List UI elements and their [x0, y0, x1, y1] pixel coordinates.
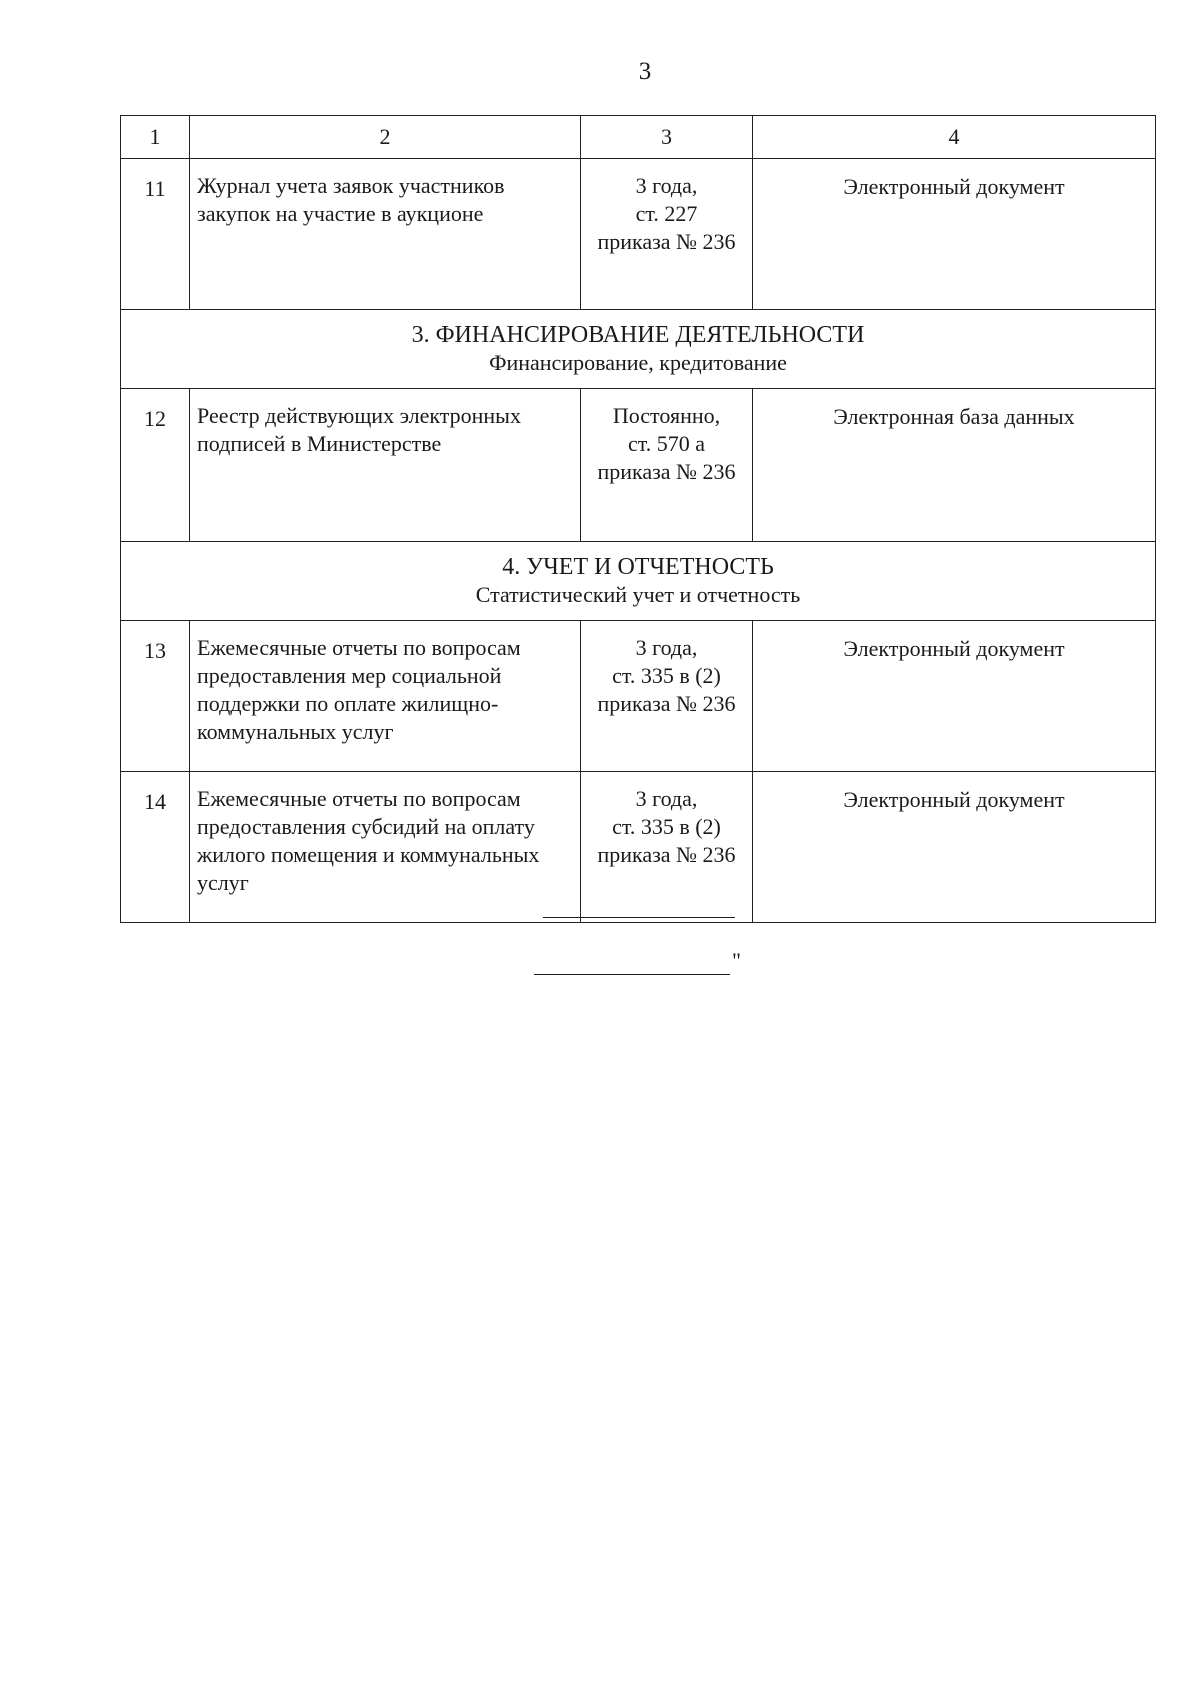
row-number: 12 — [121, 389, 190, 542]
row-number: 14 — [121, 772, 190, 923]
separator-line — [543, 917, 735, 918]
term-line: 3 года, — [635, 635, 698, 660]
section-title: 3. ФИНАНСИРОВАНИЕ ДЕЯТЕЛЬНОСТИ — [411, 322, 865, 348]
retention-term — [581, 621, 753, 772]
term-line: 3 года, — [635, 786, 698, 811]
section-subtitle: Статистический учет и отчетность — [475, 582, 801, 607]
term-line: ст. 335 в (2) — [612, 814, 721, 839]
record-note: Электронный документ — [753, 621, 1156, 772]
header-cell-4: 4 — [753, 116, 1156, 159]
record-note: Электронная база данных — [753, 389, 1156, 542]
records-table — [120, 115, 1156, 923]
page-number: 3 — [638, 58, 652, 85]
header-cell-1: 1 — [121, 116, 190, 159]
term-line: 3 года, — [635, 173, 698, 198]
term-line: ст. 570 а — [628, 431, 705, 456]
term-line: ст. 335 в (2) — [612, 663, 721, 688]
table-row — [121, 772, 1156, 923]
record-name: Ежемесячные отчеты по вопросам предоставления мер социальной поддержки по оплате жилищно-коммунальных услуг — [190, 621, 581, 772]
row-number: 11 — [121, 159, 190, 310]
term-line: приказа № 236 — [597, 842, 736, 867]
table-row — [121, 621, 1156, 772]
section-cell — [121, 542, 1156, 621]
record-name: Журнал учета заявок участников закупок на участие в аукционе — [190, 159, 581, 310]
retention-term — [581, 389, 753, 542]
row-number: 13 — [121, 621, 190, 772]
record-name: Ежемесячные отчеты по вопросам предоставления субсидий на оплату жилого помещения и коммунальных услуг — [190, 772, 581, 923]
term-line: приказа № 236 — [597, 691, 736, 716]
term-line: ст. 227 — [635, 201, 698, 226]
retention-term — [581, 159, 753, 310]
header-cell-3: 3 — [581, 116, 753, 159]
term-line: Постоянно, — [612, 403, 721, 428]
term-line: приказа № 236 — [597, 459, 736, 484]
section-row — [121, 542, 1156, 621]
table-header-row — [121, 116, 1156, 159]
section-cell — [121, 310, 1156, 389]
record-note: Электронный документ — [753, 159, 1156, 310]
separator-line — [534, 974, 730, 975]
record-name: Реестр действующих электронных подписей в Министерстве — [190, 389, 581, 542]
table-row — [121, 159, 1156, 310]
closing-quote: " — [732, 948, 741, 973]
table-row — [121, 389, 1156, 542]
section-subtitle: Финансирование, кредитование — [489, 350, 787, 375]
retention-term — [581, 772, 753, 923]
section-title: 4. УЧЕТ И ОТЧЕТНОСТЬ — [502, 554, 774, 580]
term-line: приказа № 236 — [597, 229, 736, 254]
section-row — [121, 310, 1156, 389]
header-cell-2: 2 — [190, 116, 581, 159]
record-note: Электронный документ — [753, 772, 1156, 923]
